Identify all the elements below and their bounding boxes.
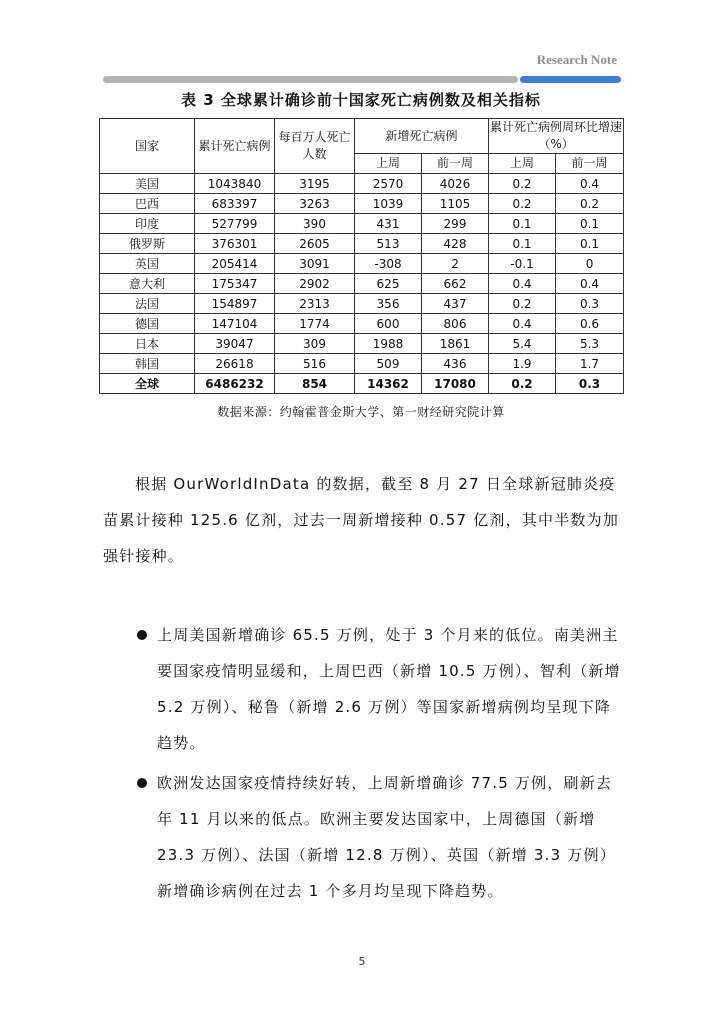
new-prev-week-cell: 437 <box>422 294 489 314</box>
cum-deaths-cell: 175347 <box>195 274 275 294</box>
country-cell: 日本 <box>100 334 195 354</box>
per-million-cell: 2902 <box>275 274 355 294</box>
new-last-week-cell: 509 <box>355 354 422 374</box>
header-country: 国家 <box>100 119 195 174</box>
new-prev-week-cell: 428 <box>422 234 489 254</box>
body-paragraph: 根据 OurWorldInData 的数据，截至 8 月 27 日全球新冠肺炎疫苗累计接种 125.6 亿剂，过去一周新增接种 0.57 亿剂，其中半数为加强针接种。 <box>103 475 620 565</box>
growth-prev-week-cell: 1.7 <box>556 354 624 374</box>
cum-deaths-cell: 376301 <box>195 234 275 254</box>
country-cell: 俄罗斯 <box>100 234 195 254</box>
country-cell: 韩国 <box>100 354 195 374</box>
country-cell: 意大利 <box>100 274 195 294</box>
cum-deaths-cell: 1043840 <box>195 174 275 194</box>
bullet-text: 欧洲发达国家疫情持续好转，上周新增确诊 77.5 万例，刷新去年 11 月以来的低点。欧洲主要发达国家中，上周德国（新增 23.3 万例）、法国（新增 12.8 万例）、英国（新增 3.3 万例）新增确诊病例在过去 1 个多月均呈现下降趋势。 <box>157 774 616 900</box>
growth-last-week-cell: 0.4 <box>489 274 556 294</box>
growth-prev-week-cell: 0.4 <box>556 174 624 194</box>
header-divider-gray <box>103 76 518 83</box>
cum-deaths-cell: 154897 <box>195 294 275 314</box>
per-million-cell: 3195 <box>275 174 355 194</box>
table-row <box>100 334 624 354</box>
growth-last-week-cell: 5.4 <box>489 334 556 354</box>
new-prev-week-cell: 299 <box>422 214 489 234</box>
growth-prev-week-cell: 0.4 <box>556 274 624 294</box>
new-last-week-cell: 513 <box>355 234 422 254</box>
per-million-cell: 3263 <box>275 194 355 214</box>
bullet-item <box>103 765 623 909</box>
growth-prev-week-cell: 0.1 <box>556 234 624 254</box>
new-last-week-cell: 431 <box>355 214 422 234</box>
new-prev-week-cell: 436 <box>422 354 489 374</box>
new-last-week-cell: 1039 <box>355 194 422 214</box>
bullet-list <box>103 617 623 913</box>
cum-deaths-cell: 26618 <box>195 354 275 374</box>
report-type-label: Research Note <box>536 52 617 67</box>
deaths-table <box>99 118 624 394</box>
country-cell: 印度 <box>100 214 195 234</box>
bullet-dot-icon <box>137 630 147 640</box>
per-million-cell: 2313 <box>275 294 355 314</box>
growth-last-week-cell: 0.4 <box>489 314 556 334</box>
table-row <box>100 294 624 314</box>
table-row <box>100 274 624 294</box>
new-prev-week-cell: 1105 <box>422 194 489 214</box>
growth-last-week-cell: 0.1 <box>489 234 556 254</box>
new-last-week-cell: -308 <box>355 254 422 274</box>
growth-prev-week-cell: 5.3 <box>556 334 624 354</box>
country-cell: 巴西 <box>100 194 195 214</box>
growth-last-week-cell: 1.9 <box>489 354 556 374</box>
growth-prev-week-cell: 0.1 <box>556 214 624 234</box>
country-cell: 全球 <box>100 374 195 394</box>
growth-last-week-cell: -0.1 <box>489 254 556 274</box>
per-million-cell: 3091 <box>275 254 355 274</box>
growth-prev-week-cell: 0.2 <box>556 194 624 214</box>
cum-deaths-cell: 6486232 <box>195 374 275 394</box>
new-last-week-cell: 625 <box>355 274 422 294</box>
cum-deaths-cell: 527799 <box>195 214 275 234</box>
cum-deaths-cell: 147104 <box>195 314 275 334</box>
growth-last-week-cell: 0.2 <box>489 294 556 314</box>
new-prev-week-cell: 1861 <box>422 334 489 354</box>
per-million-cell: 309 <box>275 334 355 354</box>
table-row <box>100 194 624 214</box>
new-last-week-cell: 2570 <box>355 174 422 194</box>
table-row <box>100 214 624 234</box>
new-last-week-cell: 600 <box>355 314 422 334</box>
table-source-note: 数据来源：约翰霍普金斯大学、第一财经研究院计算 <box>217 405 505 419</box>
header-divider-blue <box>520 76 621 83</box>
page-number: 5 <box>358 955 366 968</box>
new-prev-week-cell: 4026 <box>422 174 489 194</box>
cum-deaths-cell: 683397 <box>195 194 275 214</box>
table-total-row <box>100 374 624 394</box>
cum-deaths-cell: 39047 <box>195 334 275 354</box>
header-deaths-per-million: 每百万人死亡人数 <box>275 119 355 174</box>
growth-prev-week-cell: 0 <box>556 254 624 274</box>
header-new-prev-week: 前一周 <box>422 154 489 174</box>
bullet-text: 上周美国新增确诊 65.5 万例，处于 3 个月来的低位。南美洲主要国家疫情明显缓和，上周巴西（新增 10.5 万例）、智利（新增 5.2 万例）、秘鲁（新增 2.6 万例）等国家新增病例均呈现下降趋势。 <box>157 626 621 752</box>
per-million-cell: 854 <box>275 374 355 394</box>
new-prev-week-cell: 806 <box>422 314 489 334</box>
per-million-cell: 1774 <box>275 314 355 334</box>
header-new-last-week: 上周 <box>355 154 422 174</box>
per-million-cell: 390 <box>275 214 355 234</box>
bullet-item <box>103 617 623 761</box>
growth-last-week-cell: 0.2 <box>489 374 556 394</box>
per-million-cell: 516 <box>275 354 355 374</box>
per-million-cell: 2605 <box>275 234 355 254</box>
growth-prev-week-cell: 0.3 <box>556 294 624 314</box>
cum-deaths-cell: 205414 <box>195 254 275 274</box>
table-row <box>100 234 624 254</box>
new-prev-week-cell: 17080 <box>422 374 489 394</box>
header-growth: 累计死亡病例周环比增速（%） <box>489 119 624 154</box>
country-cell: 美国 <box>100 174 195 194</box>
bullet-dot-icon <box>137 778 147 788</box>
growth-last-week-cell: 0.2 <box>489 194 556 214</box>
new-last-week-cell: 14362 <box>355 374 422 394</box>
table-row <box>100 254 624 274</box>
new-last-week-cell: 1988 <box>355 334 422 354</box>
table-row <box>100 174 624 194</box>
country-cell: 法国 <box>100 294 195 314</box>
new-last-week-cell: 356 <box>355 294 422 314</box>
new-prev-week-cell: 2 <box>422 254 489 274</box>
header-growth-last-week: 上周 <box>489 154 556 174</box>
country-cell: 英国 <box>100 254 195 274</box>
header-cum-deaths: 累计死亡病例 <box>195 119 275 174</box>
new-prev-week-cell: 662 <box>422 274 489 294</box>
country-cell: 德国 <box>100 314 195 334</box>
table-row <box>100 354 624 374</box>
growth-last-week-cell: 0.1 <box>489 214 556 234</box>
header-new-deaths: 新增死亡病例 <box>355 119 489 154</box>
growth-last-week-cell: 0.2 <box>489 174 556 194</box>
growth-prev-week-cell: 0.3 <box>556 374 624 394</box>
table-row <box>100 314 624 334</box>
table-title: 表 3 全球累计确诊前十国家死亡病例数及相关指标 <box>181 91 541 109</box>
header-growth-prev-week: 前一周 <box>556 154 624 174</box>
growth-prev-week-cell: 0.6 <box>556 314 624 334</box>
